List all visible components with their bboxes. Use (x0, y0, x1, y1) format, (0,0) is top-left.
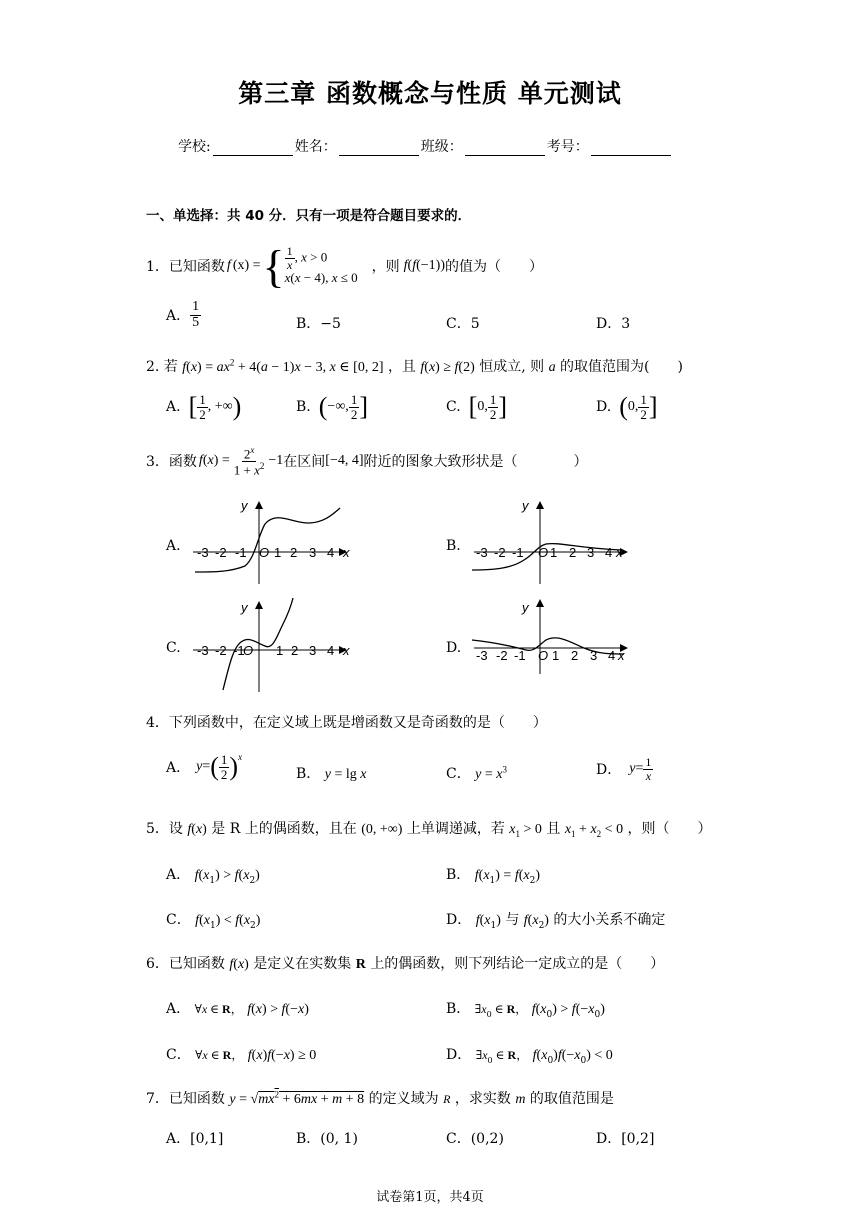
q6-option-b-label: B． (446, 1001, 471, 1017)
question-2: 2. 若 $f(x) = ax^2 + 4(a - 1)x - 3$, x ∈ [0, 2] ，且 f(x) ≥ f(2) 恒成立, 则 a 的取值范围为( ) (146, 357, 683, 375)
svg-text:4: 4 (327, 643, 335, 658)
q3-stem: 3．函数 (146, 454, 197, 471)
svg-text:x: x (616, 545, 623, 560)
svg-text:O: O (243, 643, 254, 658)
q6-option-c-label: C． (166, 1047, 191, 1063)
q2-option-d[interactable]: D. ( 0, $\frac{1}{2}$ ] (596, 391, 658, 422)
q3-option-d-label[interactable]: D. (446, 640, 462, 656)
page-title: 第三章 函数概念与性质 单元测试 (238, 79, 622, 108)
q4-option-b[interactable]: B． y = lg x (296, 766, 367, 782)
svg-text:3: 3 (590, 648, 598, 663)
q5-t4: ，则（ ） (627, 821, 712, 837)
q5-t1: 是 R 上的偶函数，且在 (211, 821, 357, 837)
q4-option-a-label: A． (166, 760, 191, 776)
svg-text:y: y (522, 498, 529, 513)
q2-math: f (182, 360, 187, 375)
q5-option-d-label: D． (446, 912, 472, 928)
q1-expr: f (403, 258, 408, 273)
q7-tail2: ，求实数 (454, 1091, 511, 1107)
svg-text:-3: -3 (197, 545, 209, 560)
q7-option-b[interactable]: B．(0, 1) (296, 1131, 358, 1147)
q6-option-c[interactable]: C． ∀x ∈ R， f(x)f(−x) ≥ 0 (166, 1047, 317, 1063)
svg-text:O: O (538, 648, 549, 663)
q1-tail: ，则 (371, 259, 400, 275)
svg-text:-3: -3 (476, 545, 488, 560)
q7-option-c[interactable]: C．(0,2) (446, 1131, 504, 1147)
q3-option-a-label[interactable]: A. (166, 538, 181, 554)
q6-option-a[interactable]: A． ∀x ∈ R， f(x) > f(−x) (166, 1001, 309, 1017)
svg-text:1: 1 (550, 545, 558, 560)
svg-text:1: 1 (276, 643, 284, 658)
q6-option-b[interactable]: B． $\exists x_0$ ∈ R， $f(x_0) > f(-x_0)$ (446, 1001, 605, 1020)
school-blank (213, 141, 293, 156)
q3-graph-d (466, 596, 636, 676)
exam-no-blank (591, 141, 671, 156)
q4-option-a[interactable]: A． y = ( $\frac{1}{2}$ ) $^x$ (166, 751, 243, 782)
q7-stem: 7．已知函数 (146, 1091, 225, 1107)
q2-option-a[interactable]: A. [ $\frac{1}{2}$ , +∞ ) (166, 391, 242, 422)
q7-option-a[interactable]: A．[0,1] (166, 1131, 224, 1147)
svg-text:x: x (343, 545, 350, 560)
q5-option-b-label: B． (446, 867, 471, 883)
q5-stem: 5．设 (146, 821, 183, 837)
svg-text:1: 1 (552, 648, 560, 663)
q1-option-a-label: A． (166, 308, 191, 325)
svg-text:-2: -2 (215, 545, 227, 560)
q4-option-c[interactable]: C． $y = x^3$ (446, 764, 508, 782)
svg-text:-1: -1 (514, 648, 526, 663)
q6-option-a-label: A． (166, 1001, 191, 1017)
question-7: 7．已知函数 $y = √mx^2 + 6mx + m + 8$ 的定义域为 R ，求实数 m 的取值范围是 (146, 1089, 614, 1107)
q1-cases: $\frac{1}{x}$ , x > 0 x(x − 4), x ≤ 0 (284, 243, 358, 286)
q3-option-b-label[interactable]: B. (446, 538, 461, 554)
q7-tail: 的定义域为 (368, 1091, 439, 1107)
q1-stem: 1．已知函数 (146, 259, 225, 275)
svg-text:4: 4 (327, 545, 335, 560)
svg-text:3: 3 (587, 545, 595, 560)
svg-text:2: 2 (569, 545, 577, 560)
q1-option-c[interactable]: C．5 (446, 316, 480, 332)
question-1 (146, 240, 543, 292)
q3-option-c-label[interactable]: C. (166, 640, 181, 656)
svg-text:-1: -1 (512, 545, 524, 560)
q1-option-a[interactable] (166, 300, 201, 330)
q1-expr3: f (412, 258, 417, 273)
svg-text:O: O (259, 545, 270, 560)
q6-option-d-label: D． (446, 1047, 472, 1063)
q3-tail: 在区间 (283, 454, 326, 471)
q1-tail2: 的值为（ ） (444, 259, 543, 275)
svg-text:y: y (522, 600, 529, 615)
svg-text:1: 1 (274, 545, 282, 560)
q2-option-b[interactable]: B. ( −∞, $\frac{1}{2}$ ] (296, 391, 368, 422)
q3-graph-a (185, 496, 355, 586)
q1-option-a-value: $\frac{1}{5}$ (192, 299, 200, 330)
svg-text:4: 4 (605, 545, 613, 560)
q6-tail2: 上的偶函数，则下列结论一定成立的是（ ） (370, 956, 665, 972)
class-blank (465, 141, 545, 156)
q4-option-b-label: B． (296, 766, 321, 782)
question-3: 3．函数 f ( x ) = $\frac{2^x}{1 + x^2}$ −1 在区间 [−4, 4] 附近的图象大致形状是（ ） (146, 445, 588, 478)
svg-text:4: 4 (608, 648, 616, 663)
svg-text:2: 2 (291, 643, 299, 658)
q6-option-d[interactable]: D． $\exists x_0$ ∈ R， $f(x_0)f(-x_0) < 0$ (446, 1047, 613, 1066)
q2-stem: 2. 若 (146, 359, 178, 375)
svg-text:-2: -2 (494, 545, 506, 560)
q2-option-a-label: A. (166, 399, 181, 415)
q7-option-d[interactable]: D．[0,2] (596, 1131, 655, 1147)
student-info-line (178, 136, 673, 156)
q5-option-c[interactable]: C． $f(x_1) < f(x_2)$ (166, 912, 261, 931)
q5-option-d-mid: 与 (505, 912, 520, 928)
svg-text:2: 2 (290, 545, 298, 560)
svg-text:-3: -3 (476, 648, 488, 663)
name-blank (339, 141, 419, 156)
question-6: 6．已知函数 f(x) 是定义在实数集 R 上的偶函数，则下列结论一定成立的是（ ） (146, 956, 665, 972)
q2-tail2: 的取值范围为( ) (560, 359, 683, 375)
q7-tail3: 的取值范围是 (529, 1091, 614, 1107)
q1-paren: (x) = (232, 258, 261, 273)
q1-option-d[interactable]: D．3 (596, 316, 631, 332)
q5-t3: 且 (546, 821, 561, 837)
page-footer: 试卷第1页，共4页 (376, 1190, 484, 1205)
q1-func: f (226, 258, 231, 273)
question-4: 4．下列函数中，在定义域上既是增函数又是奇函数的是（ ） (146, 715, 547, 731)
q2-mid: ，且 (387, 359, 416, 375)
svg-text:O: O (538, 545, 549, 560)
school-label: 学校: (178, 139, 211, 155)
q5-option-a-label: A． (166, 867, 191, 883)
q1-brace: { (262, 240, 285, 292)
svg-text:y: y (241, 600, 248, 615)
svg-text:-2: -2 (215, 643, 227, 658)
q2-option-b-label: B. (296, 399, 311, 415)
q6-tail: 是定义在实数集 (253, 956, 352, 972)
q5-option-b[interactable]: B． $f(x_1) = f(x_2)$ (446, 867, 541, 886)
question-5: 5．设 f(x) 是 R 上的偶函数，且在 (0, +∞) 上单调递减，若 $x_1 > 0$ 且 $x_1 + x_2 < 0$ ，则（ ） (146, 821, 712, 839)
svg-text:-1: -1 (233, 643, 245, 658)
q5-option-d-tail: 的大小关系不确定 (553, 912, 666, 928)
q1-expr4: (−1)) (416, 258, 445, 273)
q5-option-a[interactable]: A． $f(x_1) > f(x_2)$ (166, 867, 260, 886)
q6-stem: 6．已知函数 (146, 956, 225, 972)
q3-graph-c (185, 596, 355, 696)
svg-text:y: y (241, 498, 248, 513)
svg-text:-1: -1 (235, 545, 247, 560)
q2-option-c[interactable]: C. [ 0, $\frac{1}{2}$ ] (446, 391, 508, 422)
exam-no-label: 考号： (546, 139, 589, 155)
svg-text:x: x (343, 643, 350, 658)
q2-option-d-label: D. (596, 399, 612, 415)
name-label: 姓名： (294, 139, 337, 155)
svg-text:3: 3 (309, 643, 317, 658)
q2-option-c-label: C. (446, 399, 461, 415)
svg-text:-2: -2 (496, 648, 508, 663)
q3-graph-b (466, 496, 636, 586)
q4-option-d-label: D． (596, 762, 622, 779)
svg-text:-3: -3 (197, 643, 209, 658)
q5-option-d[interactable]: D． $f(x_1)$ 与 $f(x_2)$ 的大小关系不确定 (446, 912, 666, 931)
q5-t2: 上单调递减，若 (406, 821, 505, 837)
svg-text:3: 3 (309, 545, 317, 560)
q2-tail: 恒成立, 则 (479, 359, 545, 375)
q3-tail2: 附近的图象大致形状是（ ） (363, 454, 588, 471)
q1-option-b[interactable]: B．−5 (296, 316, 341, 332)
q4-option-c-label: C． (446, 766, 471, 782)
q5-option-c-label: C． (166, 912, 191, 928)
svg-text:2: 2 (571, 648, 579, 663)
q4-option-d[interactable]: D． y = $\frac{1}{x}$ (596, 755, 652, 783)
q1-expr2: ( (407, 258, 413, 273)
svg-text:x: x (618, 648, 625, 663)
section-heading: 一、单选择：共 40 分．只有一项是符合题目要求的． (146, 208, 472, 224)
class-label: 班级： (420, 139, 463, 155)
